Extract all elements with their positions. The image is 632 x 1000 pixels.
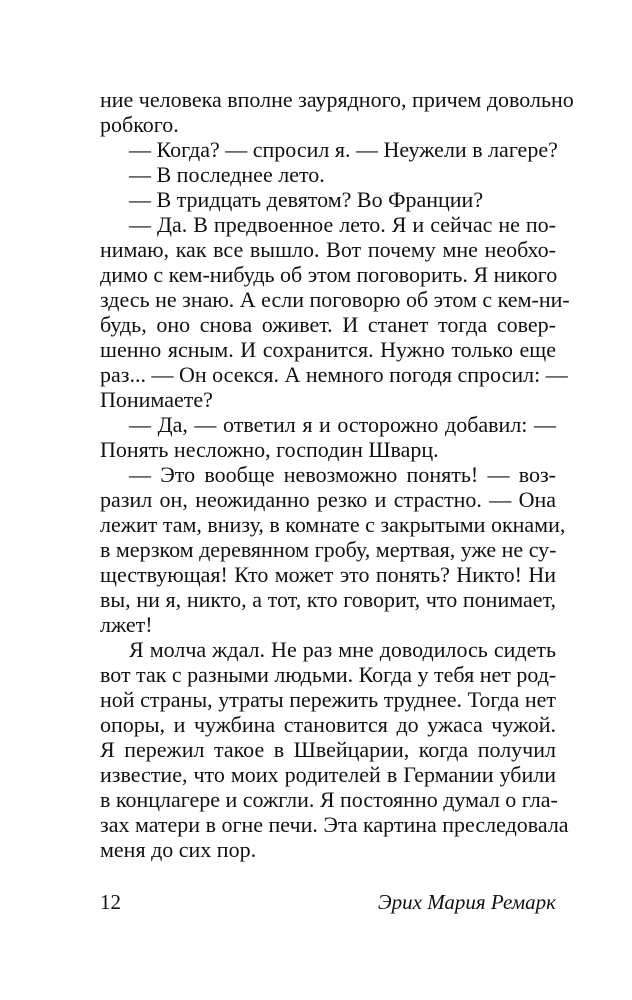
text-line: — В последнее лето. (129, 162, 325, 187)
text-line: раз... — Он осекся. А немного погодя спросил: — (100, 362, 568, 387)
body-text (100, 87, 574, 862)
text-line: известие, что моих родителей в Германии убили (100, 762, 556, 787)
running-author: Эрих Мария Ремарк (377, 890, 556, 914)
text-line: в концлагере и сожгли. Я постоянно думал о гла- (100, 787, 558, 812)
text-line: Понять несложно, господин Шварц. (100, 437, 439, 462)
text-line: ществующая! Кто может это понять? Никто! Ни (100, 562, 556, 587)
text-line: вот так с разными людьми. Когда у тебя нет род- (100, 662, 557, 687)
text-line: Понимаете? (100, 387, 213, 412)
text-line: опоры, и чужбина становится до ужаса чужой. (100, 712, 556, 737)
text-line: шенно ясным. И сохранится. Нужно только еще (100, 337, 556, 362)
text-line: нимаю, как все вышло. Вот почему мне необхо- (100, 237, 556, 262)
text-line: разил он, неожиданно резко и страстно. — Она (100, 487, 556, 512)
text-line: в мерзком деревянном гробу, мертвая, уже не су- (100, 537, 557, 562)
text-line: здесь не знаю. А если поговорю об этом с кем-ни- (100, 287, 570, 312)
text-line: меня до сих пор. (100, 837, 257, 862)
page-footer (100, 890, 556, 918)
text-line: Я молча ждал. Не раз мне доводилось сидеть (129, 637, 556, 662)
text-line: лжет! (100, 612, 153, 637)
text-line: будь, оно снова оживет. И станет тогда совер- (100, 312, 556, 337)
text-line: Я пережил такое в Швейцарии, когда получил (100, 737, 556, 762)
text-line: — Да. В предвоенное лето. Я и сейчас не по- (129, 212, 556, 237)
text-line: вы, ни я, никто, а тот, кто говорит, что понимает, (100, 587, 556, 612)
text-line: — Когда? — спросил я. — Неужели в лагере? (129, 137, 558, 162)
text-line: лежит там, внизу, в комнате с закрытыми окнами, (100, 512, 566, 537)
text-line: димо с кем-нибудь об этом поговорить. Я никого (100, 262, 558, 287)
text-line: робкого. (100, 112, 179, 137)
page-number: 12 (100, 890, 121, 914)
text-line: ной страны, утраты пережить труднее. Тогда нет (100, 687, 556, 712)
text-line: — В тридцать девятом? Во Франции? (129, 187, 484, 212)
text-line: зах матери в огне печи. Эта картина преследовала (100, 812, 569, 837)
text-line: ние человека вполне заурядного, причем довольно (100, 87, 574, 112)
text-line: — Это вообще невозможно понять! — воз- (129, 462, 556, 487)
text-line: — Да, — ответил я и осторожно добавил: — (129, 412, 556, 437)
